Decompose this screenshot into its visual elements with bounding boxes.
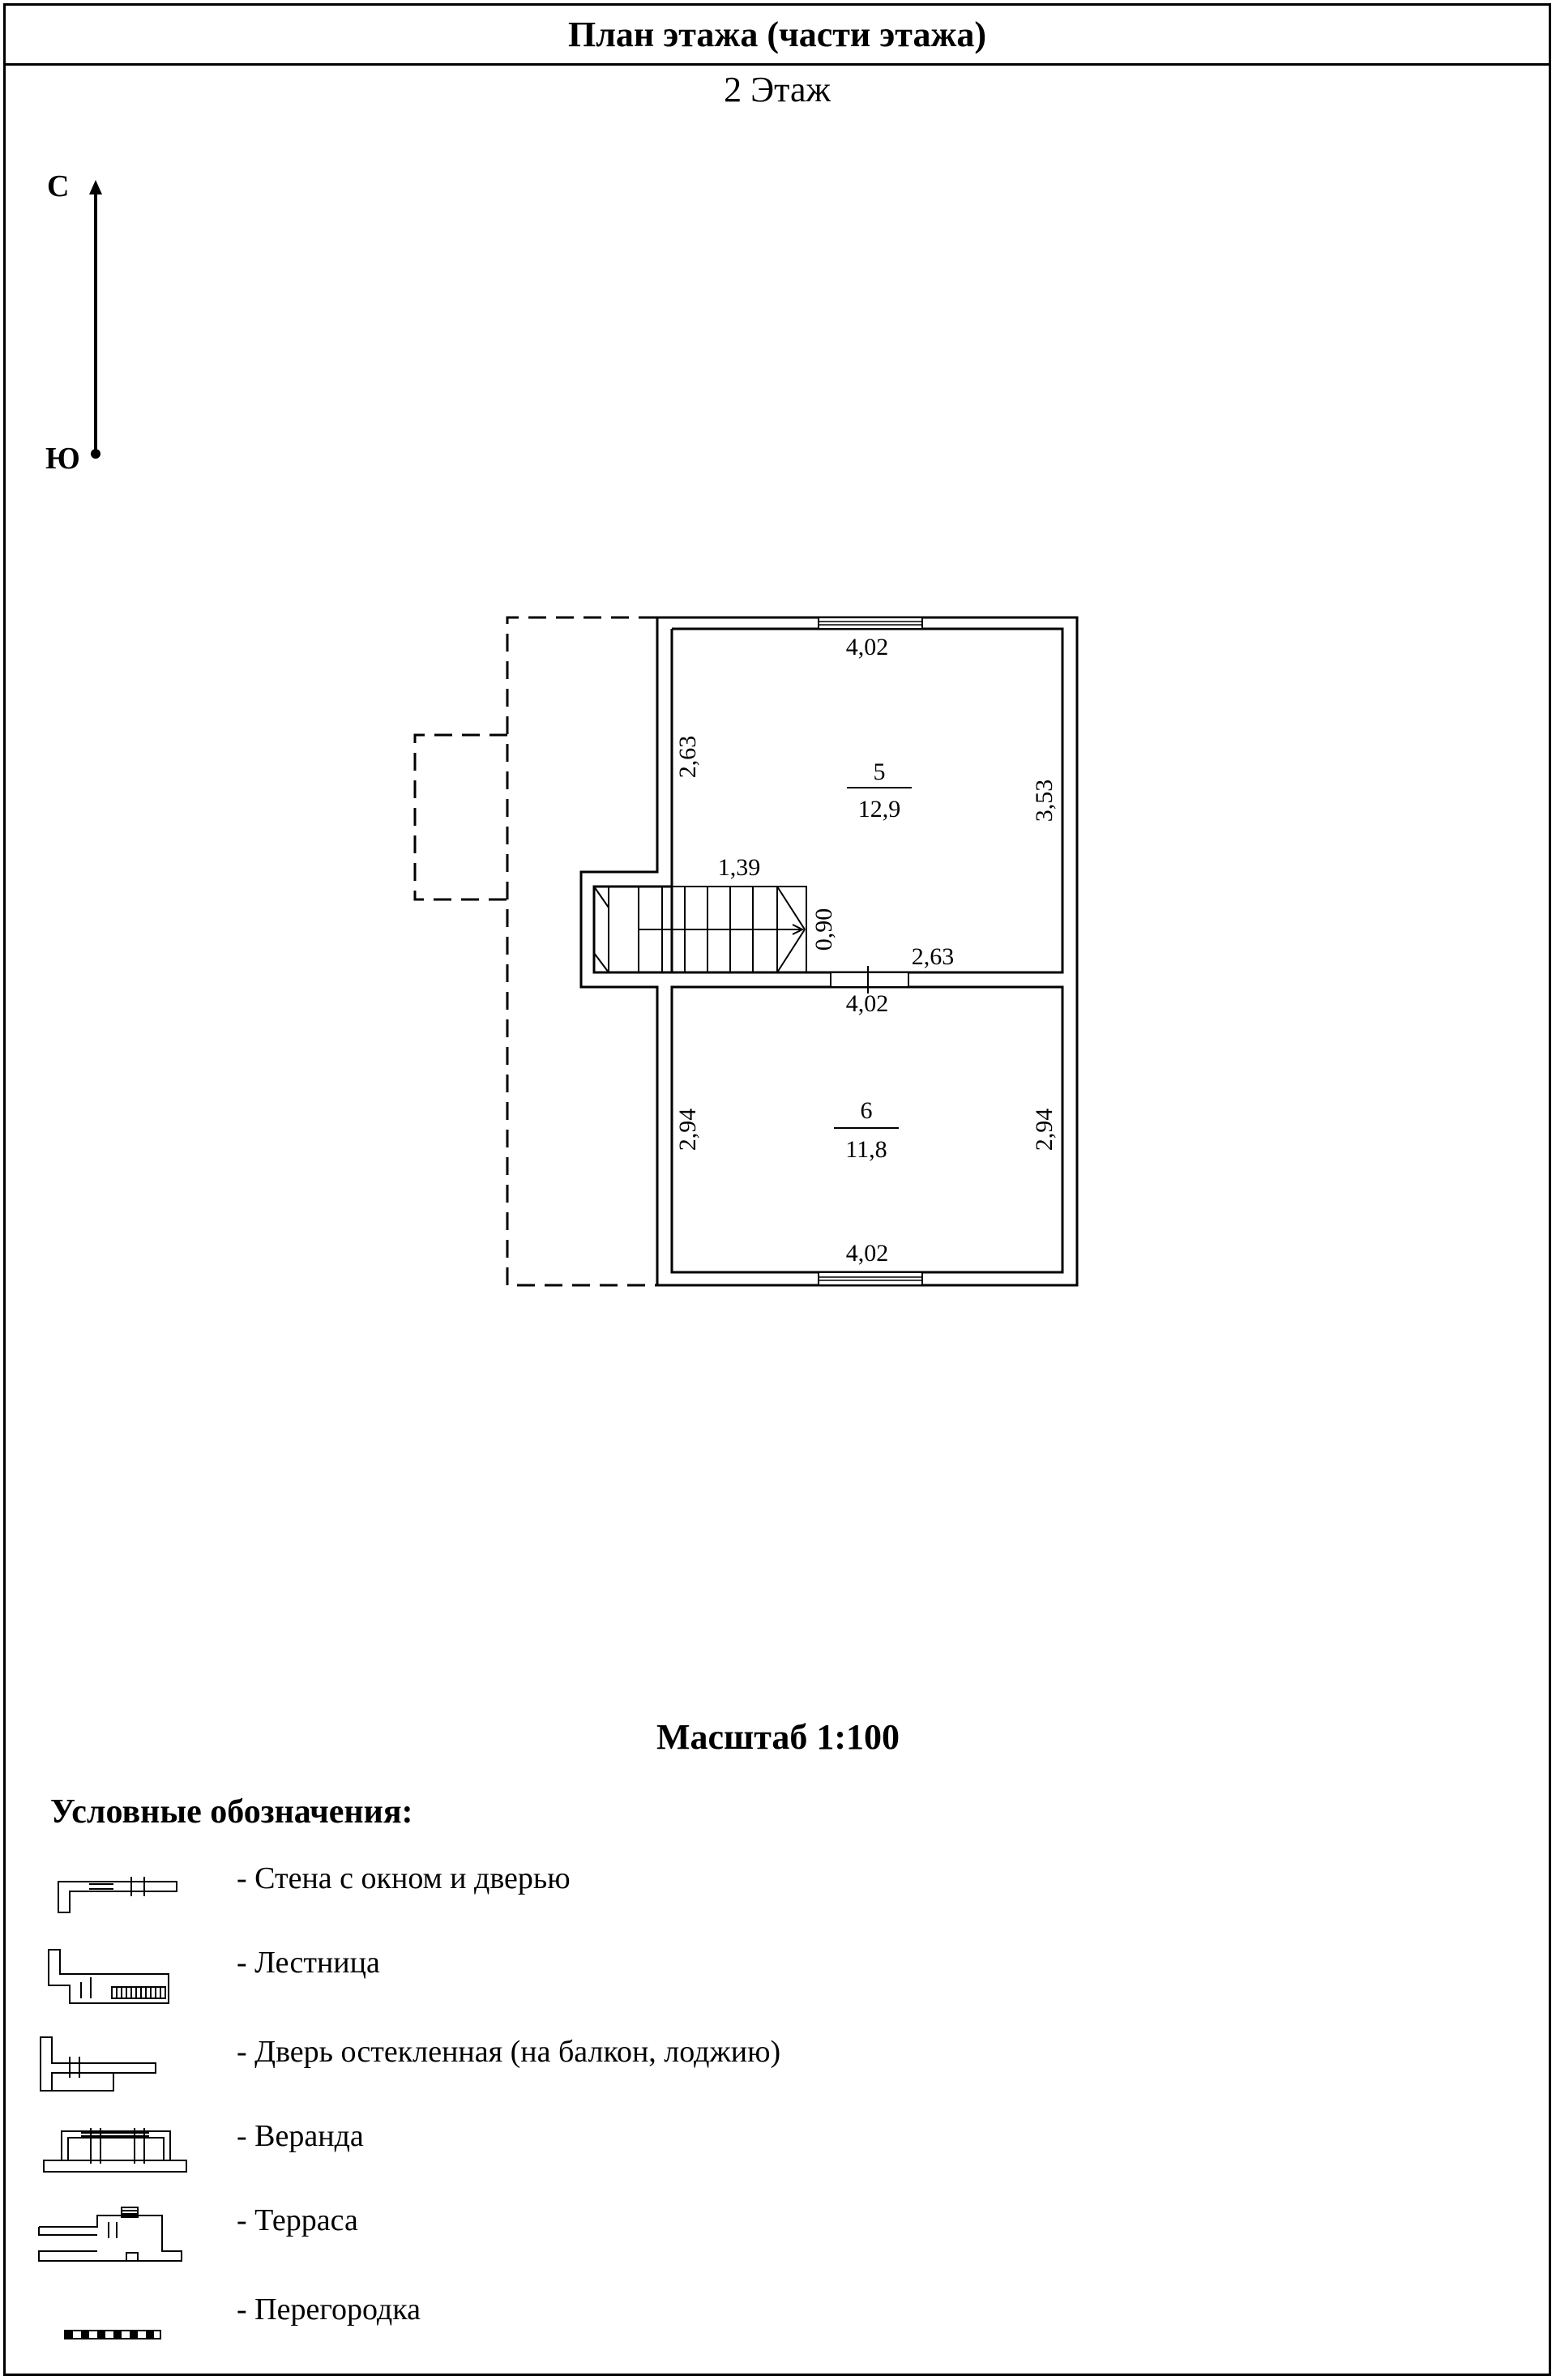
legend-item-wall — [0, 1857, 972, 1914]
floor-label: 2 Этаж — [724, 70, 831, 109]
dim-bottom: 4,02 — [845, 1240, 889, 1267]
room-labels — [834, 758, 912, 1163]
legend-title: Условные обозначения: — [50, 1793, 413, 1831]
legend-item-stairs — [0, 1945, 972, 2002]
legend-item-terrace — [0, 2203, 972, 2259]
legend-label-partition: - Перегородка — [237, 2292, 421, 2327]
compass-south: Ю — [45, 442, 80, 476]
compass — [45, 169, 102, 476]
page-title: План этажа (части этажа) — [567, 15, 986, 54]
ground-floor-outline — [415, 617, 656, 1285]
legend-item-glazed-door — [0, 2031, 972, 2087]
scale-label: Масштаб 1:100 — [656, 1717, 900, 1757]
legend-label-veranda: - Веранда — [237, 2119, 364, 2153]
dimension-labels — [674, 634, 1058, 1267]
partition-icon — [0, 2292, 194, 2348]
dim-right-upper: 3,53 — [1031, 779, 1058, 823]
compass-north: С — [47, 169, 70, 203]
veranda-icon — [0, 2118, 194, 2183]
dim-partition-right: 2,63 — [911, 943, 955, 970]
dim-left-lower: 2,94 — [674, 1108, 701, 1152]
legend-item-partition — [0, 2292, 972, 2348]
legend-label-wall: - Стена с окном и дверью — [237, 1861, 571, 1895]
dim-stair-width: 1,39 — [717, 854, 761, 881]
stairs-icon — [0, 1945, 194, 2010]
wall-window-door-icon — [0, 1857, 194, 1914]
legend-label-stairs: - Лестница — [237, 1946, 380, 1980]
dim-partition: 4,02 — [845, 990, 889, 1017]
dim-left-upper: 2,63 — [674, 735, 701, 779]
room-6-area: 11,8 — [845, 1136, 887, 1163]
stairs — [594, 887, 806, 972]
room-5-number: 5 — [873, 758, 886, 785]
room-6-number: 6 — [860, 1097, 873, 1124]
dim-right-lower: 2,94 — [1031, 1108, 1058, 1152]
dim-top: 4,02 — [845, 634, 889, 660]
legend-label-terrace: - Терраса — [237, 2203, 358, 2237]
dim-stair-depth: 0,90 — [810, 908, 837, 951]
terrace-icon — [0, 2203, 194, 2275]
door — [831, 966, 908, 993]
legend-label-glazed-door: - Дверь остекленная (на балкон, лоджию) — [237, 2035, 781, 2069]
room-5-area: 12,9 — [857, 796, 901, 823]
glazed-door-icon — [0, 2031, 194, 2096]
legend-item-veranda — [0, 2118, 972, 2175]
